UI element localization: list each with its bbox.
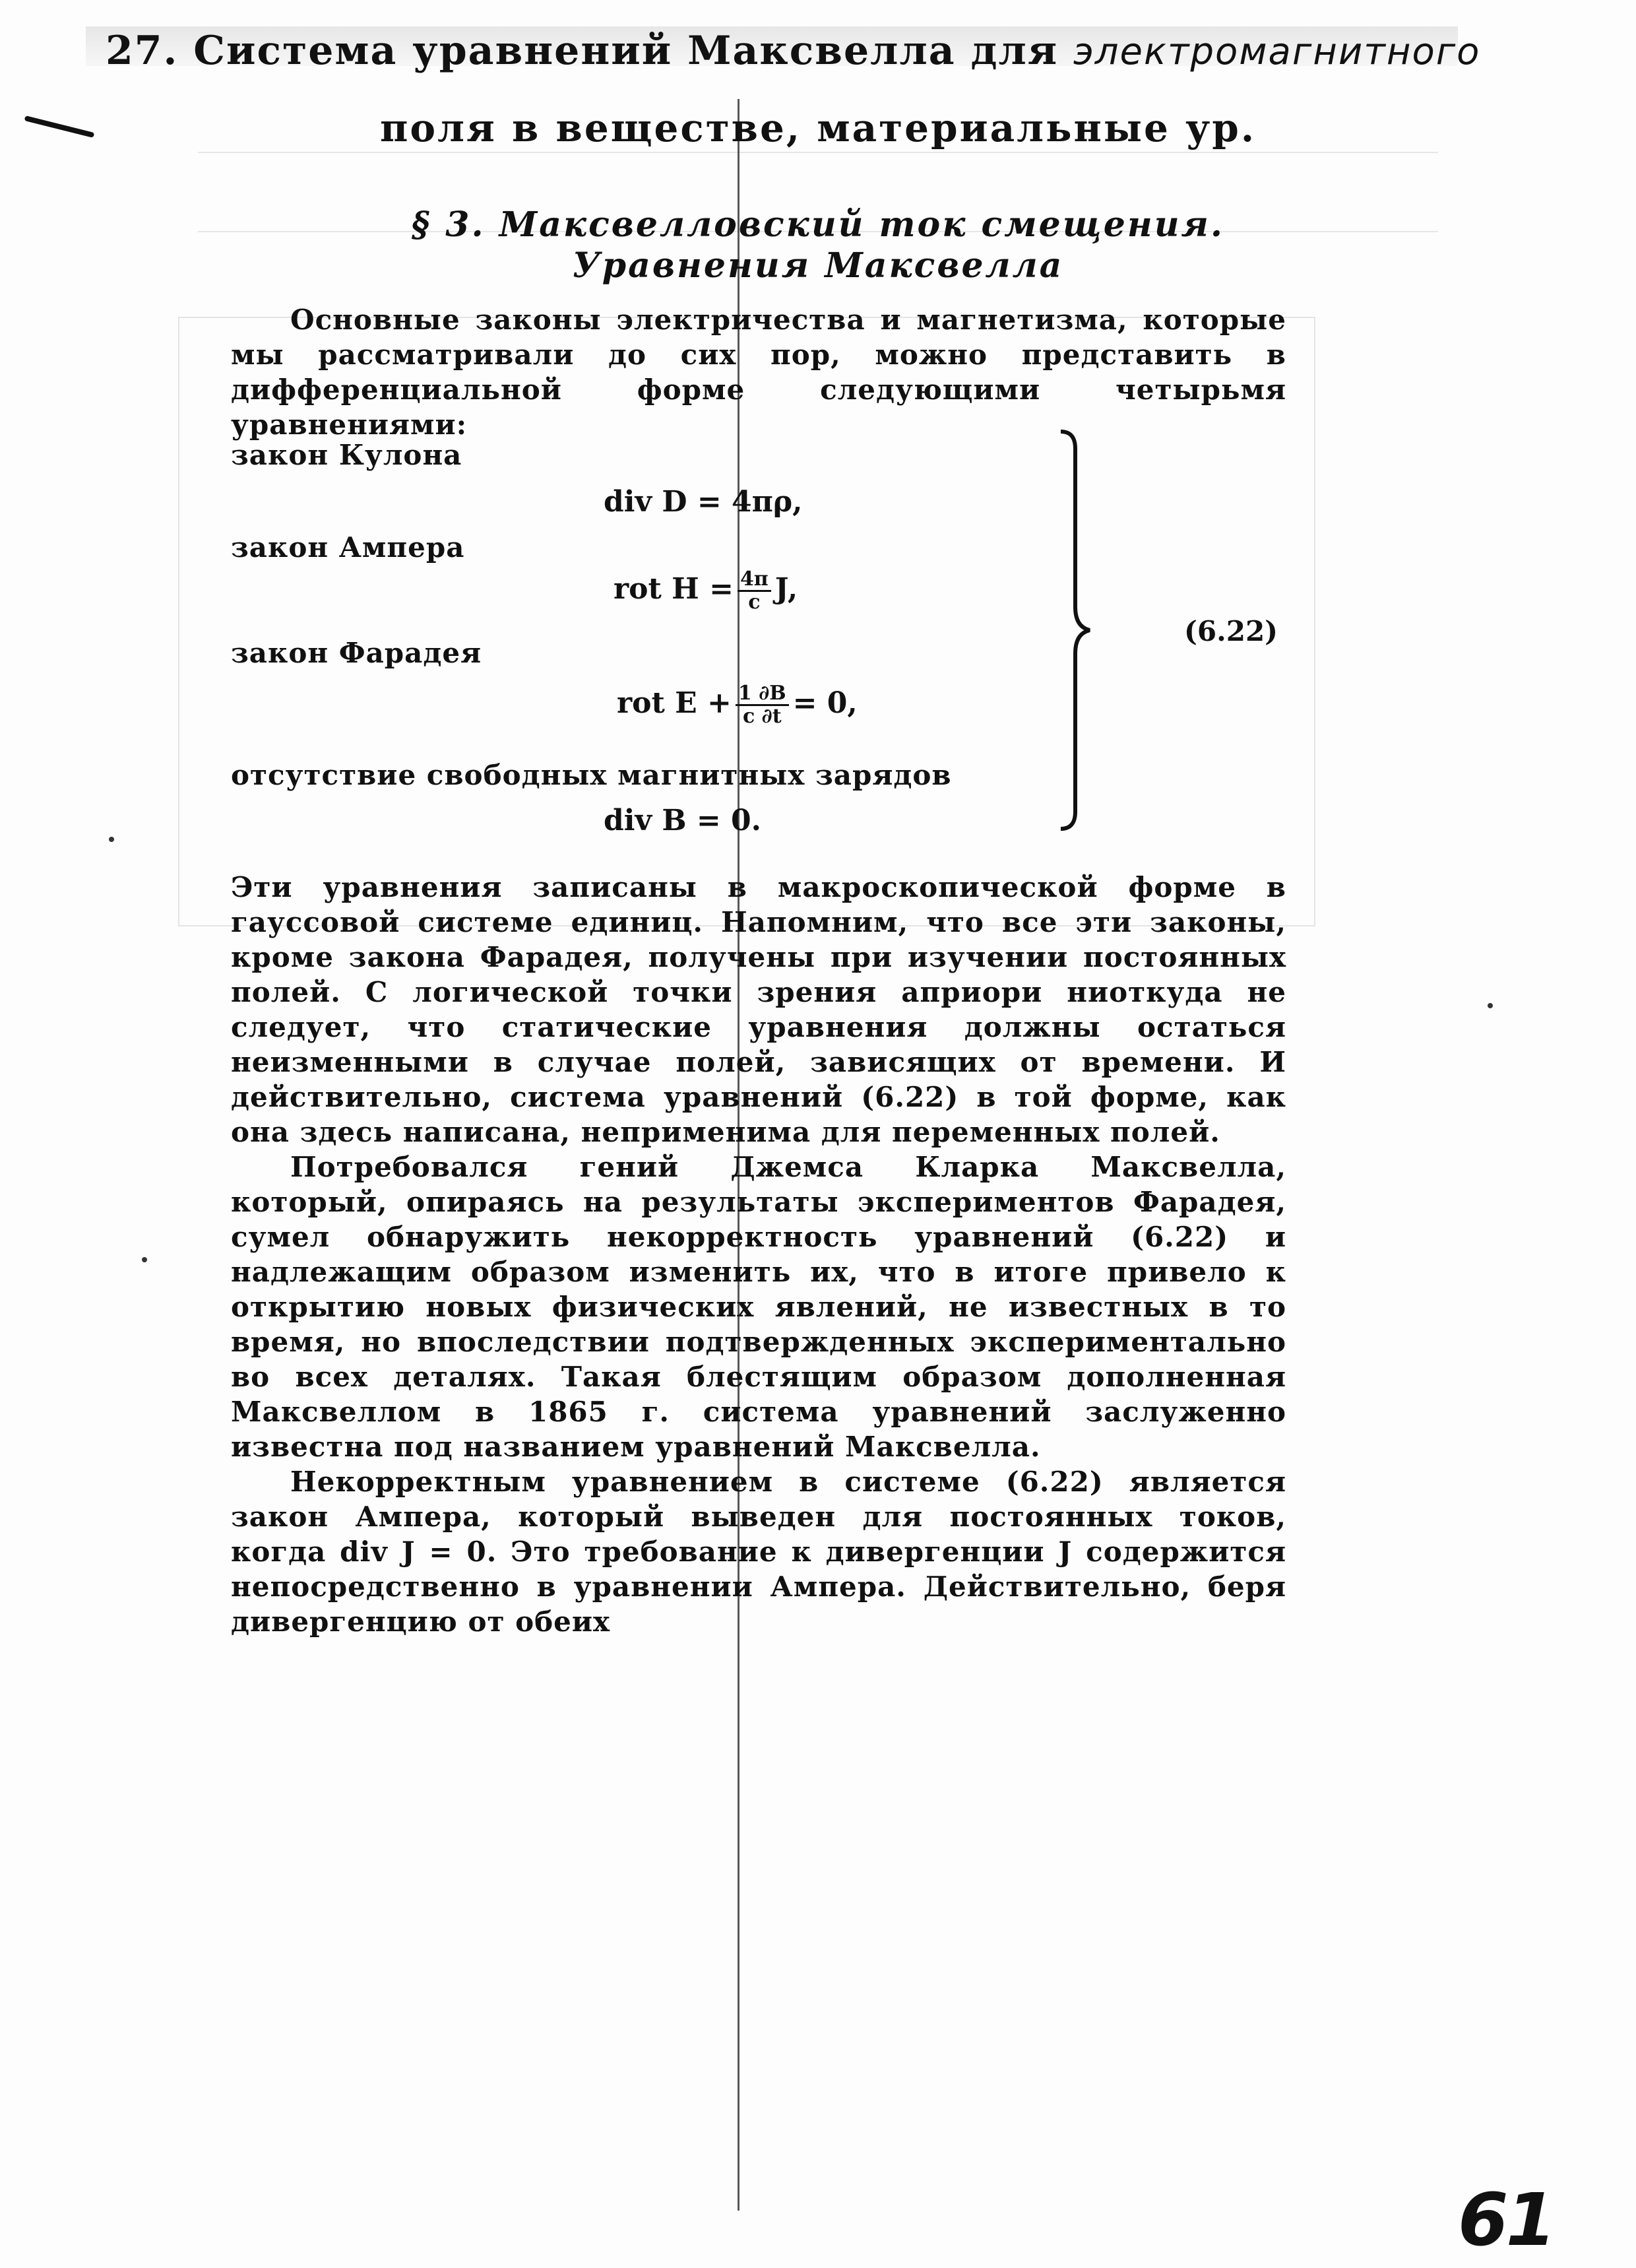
formula-ampere-rhs: J,	[774, 572, 798, 606]
law-label-ampere: закон Ампера	[231, 531, 465, 564]
equation-number: (6.22)	[1184, 615, 1278, 647]
fraction-numerator: 1 ∂B	[736, 683, 789, 706]
heading-line2: поля в веществе, материальные ур.	[379, 106, 1257, 150]
fraction-denominator: c ∂t	[742, 705, 782, 728]
body-text	[231, 870, 1286, 1639]
formula-faraday	[617, 683, 858, 727]
paragraph-2: Потребовался гений Джемса Кларка Максвелла, который, опираясь на результаты экспериментов Фарадея, сумел обнаружить некорректность уравнений (6.22) и надлежащим образом изменить их, что в итоге привело к открытию новых физических явлений, не известных в то время, но впоследствии подтвержденных экспериментально во всех деталях. Такая блестящим образом дополненная Максвеллом в 1865 г. система уравнений заслуженно известна под названием уравнений Максвелла.	[231, 1151, 1286, 1463]
formula-faraday-lhs: rot E +	[617, 686, 732, 720]
section-title-line2: Уравнения Максвелла	[572, 245, 1064, 286]
scan-speck	[109, 837, 114, 842]
law-label-coulomb: закон Кулона	[231, 439, 462, 471]
formula-ampere-lhs: rot H =	[614, 572, 734, 606]
formula-div-b: div B = 0.	[604, 804, 761, 837]
fraction-numerator: 4π	[738, 569, 771, 592]
fraction-denominator: c	[748, 591, 761, 614]
section-title	[0, 205, 1636, 286]
formula-coulomb: div D = 4πρ,	[604, 485, 803, 519]
page-heading	[106, 28, 1481, 74]
system-brace	[1055, 429, 1095, 831]
scan-speck	[142, 1257, 147, 1262]
handwritten-page-number: 61	[1458, 2178, 1554, 2262]
paragraph-3: Некорректным уравнением в системе (6.22) является закон Ампера, который выведен для постоянных токов, когда div J = 0. Это требование к дивергенции J содержится непосредственно в уравнении Ампера. Действительно, беря дивергенцию от обеих	[231, 1466, 1286, 1638]
section-title-line1: § 3. Максвелловский ток смещения.	[411, 205, 1224, 245]
formula-faraday-rhs: = 0,	[792, 686, 858, 720]
formula-faraday-fraction	[736, 683, 789, 727]
formula-ampere-fraction	[738, 569, 771, 613]
intro-paragraph	[231, 302, 1286, 442]
scan-speck	[1488, 1003, 1493, 1008]
formula-ampere	[614, 569, 798, 613]
bleed-through-line	[198, 152, 1438, 153]
law-label-faraday: закон Фарадея	[231, 637, 482, 669]
heading-handwritten: электромагнитного	[1073, 30, 1481, 73]
heading-printed: 27. Система уравнений Максвелла для	[106, 28, 1059, 74]
law-label-no-monopoles: отсутствие свободных магнитных зарядов	[231, 759, 952, 791]
intro-text: Основные законы электричества и магнетизма, которые мы рассматривали до сих пор, можно представить в дифференциальной форме следующими четырьмя уравнениями:	[231, 304, 1286, 441]
paragraph-1: Эти уравнения записаны в макроскопической форме в гауссовой системе единиц. Напомним, что все эти законы, кроме закона Фарадея, получены при изучении постоянных полей. С логической точки зрения априори ниоткуда не следует, что статические уравнения должны остаться неизменными в случае полей, зависящих от времени. И действительно, система уравнений (6.22) в той форме, как она здесь написана, неприменима для переменных полей.	[231, 871, 1286, 1148]
